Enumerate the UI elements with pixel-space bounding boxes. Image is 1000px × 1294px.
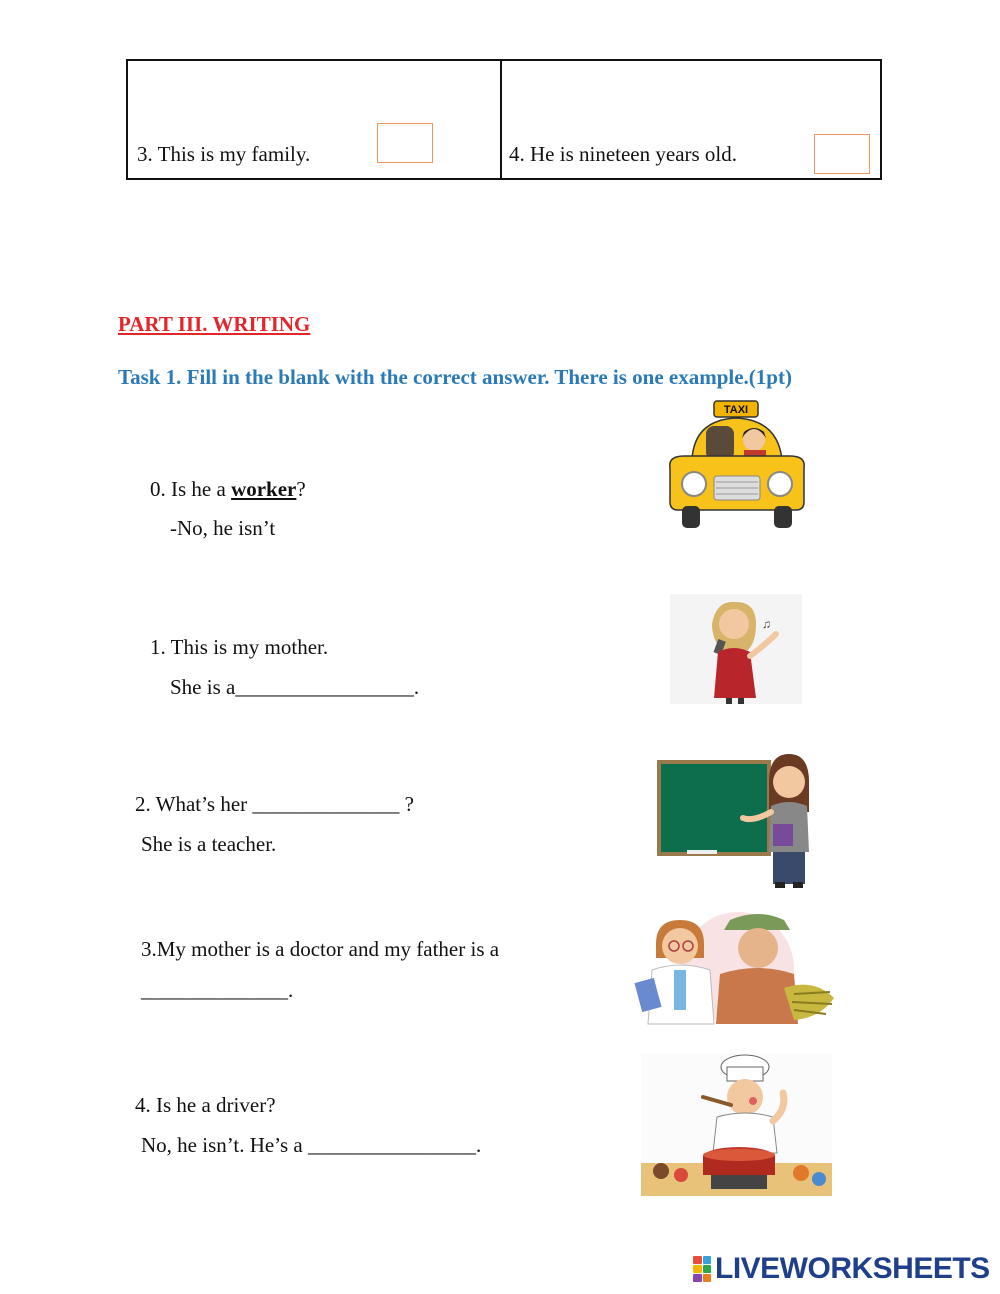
taxi-driver-picture — [664, 398, 810, 530]
table-divider — [500, 61, 502, 178]
question-4-line1: 4. Is he a driver? — [135, 1093, 276, 1117]
question-2-line1[interactable]: 2. What’s her ______________ ? — [135, 792, 414, 816]
svg-text:TAXI: TAXI — [723, 404, 749, 416]
logo-mark-icon — [693, 1256, 711, 1282]
cook-picture — [641, 1053, 832, 1196]
teacher-picture — [657, 752, 813, 890]
answer-box-3[interactable] — [377, 123, 433, 163]
part-title: PART III. WRITING — [118, 312, 311, 336]
question-0-line1 — [150, 476, 306, 502]
question-0-prefix: 0. Is he a — [150, 477, 232, 501]
question-1-line2[interactable]: She is a_________________. — [170, 675, 420, 699]
table-cell-3-text: 3. This is my family. — [137, 142, 311, 166]
doctor-farmer-picture — [634, 908, 842, 1026]
question-4-line2[interactable]: No, he isn’t. He’s a ________________. — [141, 1133, 482, 1157]
question-2-line2: She is a teacher. — [141, 832, 277, 856]
question-0-suffix: ? — [296, 477, 306, 501]
question-3-line1: 3.My mother is a doctor and my father is a — [141, 937, 500, 961]
liveworksheets-logo — [693, 1252, 990, 1286]
singer-picture — [670, 594, 802, 704]
question-0-answer: worker — [231, 477, 297, 501]
question-1-line1: 1. This is my mother. — [150, 635, 329, 659]
logo-text: LIVEWORKSHEETS — [715, 1252, 990, 1285]
task-title: Task 1. Fill in the blank with the correct answer. There is one example.(1pt) — [118, 365, 792, 389]
question-0-line2: -No, he isn’t — [170, 516, 276, 540]
table-cell-4-text: 4. He is nineteen years old. — [509, 142, 738, 166]
svg-text:♫: ♫ — [762, 617, 771, 631]
question-3-line2[interactable]: ______________. — [141, 978, 294, 1002]
answer-box-4[interactable] — [814, 134, 870, 174]
sentence-table — [126, 59, 882, 180]
